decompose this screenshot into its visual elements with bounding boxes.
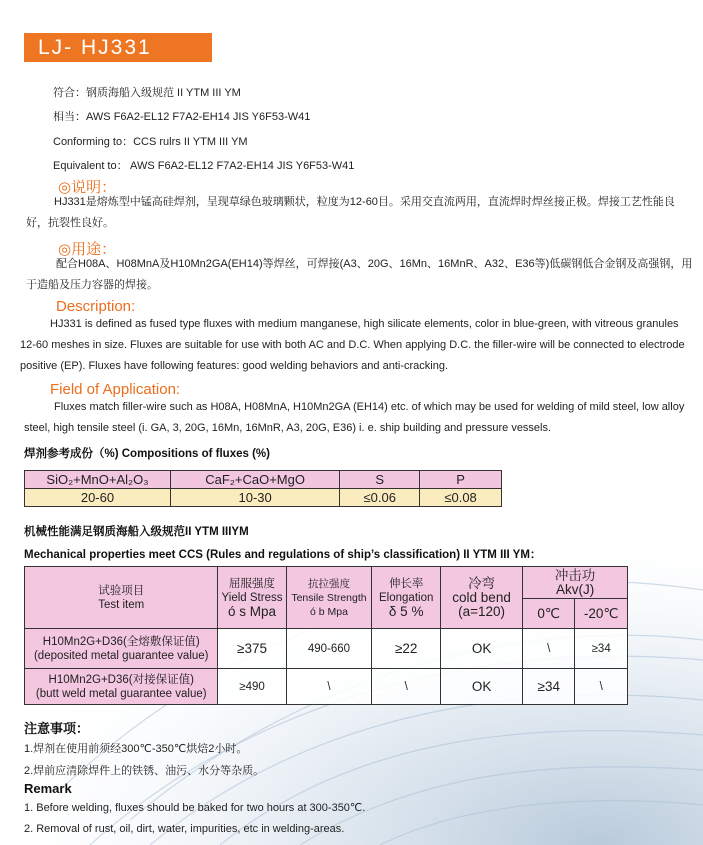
composition-table [24,470,502,507]
standard-conform-en: Conforming to：CCS rulrs II YTM III YM [53,136,248,148]
impact-0c-header: 0℃ [523,599,575,629]
row-name-cn: H10Mn2G+D36(全熔敷保证值) [42,635,200,648]
description-cn-text: HJ331是熔炼型中锰高硅焊剂，呈现草绿色玻璃颗状，粒度为12-60目。采用交直流两用，直流焊时焊丝接正极。焊接工艺性能良好，抗裂性良好。 [26,196,675,229]
row-impact-minus20c: \ [575,669,628,705]
yield-header-unit: ó s Mpa [228,603,277,619]
row-impact-0c: \ [523,629,575,669]
impact-minus20c-header: -20℃ [575,599,628,629]
description-cn-heading: ◎说明： [58,179,117,196]
usage-cn-heading: ◎用途： [58,241,117,258]
remark-item: 2. Removal of rust, oil, dirt, water, impurities, etc in welding-areas. [24,823,345,835]
composition-value-cell: ≤0.08 [420,489,502,507]
tensile-strength-header [286,567,372,629]
bend-header-en: cold bend [452,589,511,605]
row-elongation: ≥22 [372,629,441,669]
description-en-text: HJ331 is defined as fused type fluxes with medium manganese, high silicate elements, color in blue-green, with vitreous granules 12-60 meshes in size. Fluxes are suitable for use with both AC and D.C. When applying D.C. the filler-wire will be connected to electrode positive (EP). Fluxes have following features: good welding behaviors and anti-cracking. [20,318,685,372]
composition-header-cell: P [420,471,502,489]
mechanical-properties-table [24,566,628,705]
row-cold-bend: OK [441,629,523,669]
composition-value-cell: 20-60 [25,489,171,507]
row-name-cn: H10Mn2G+D36(对接保证值) [48,673,194,686]
composition-header-cell: SiO₂+MnO+Al₂O₃ [25,471,171,489]
elongation-header [372,567,441,629]
row-yield: ≥490 [218,669,286,705]
row-elongation: \ [372,669,441,705]
mechanical-heading-en: Mechanical properties meet CCS (Rules and regulations of ship’s classification) II YTM III YM： [24,549,542,561]
field-of-application-heading: Field of Application: [50,381,181,398]
row-cold-bend: OK [441,669,523,705]
composition-value-cell: ≤0.06 [340,489,420,507]
field-of-application-text: Fluxes match filler-wire such as H08A, H08MnA, H10Mn2GA (EH14) etc. of which may be used for welding of mild steel, low alloy steel, high tensile steel (i. GA, 3, 20G, 16Mn, 16MnR, A3, 20G, E36) i. e. ship building and pressure vessels. [24,401,685,434]
row-test-item [25,669,218,705]
standard-equivalent-cn: 相当：AWS F6A2-EL12 F7A2-EH14 JIS Y6F53-W41 [53,111,311,123]
composition-value-cell: 10-30 [170,489,339,507]
remark-heading: Remark [24,781,72,796]
bend-header-unit: (a=120) [458,603,506,619]
remark-item: 1. Before welding, fluxes should be baked for two hours at 300-350℃. [24,802,366,814]
usage-cn-text: 配合H08A、H08MnA及H10Mn2GA(EH14)等焊丝，可焊接(A3、20G、16Mn、16MnR、A32、E36等)低碳钢低合金钢及高强钢，用于造船及压力容器的焊接。 [26,258,693,291]
product-title: LJ- HJ331 [24,33,212,62]
composition-header-cell: S [340,471,420,489]
description-en-heading: Description: [56,298,136,315]
composition-heading: 焊剂参考成份（%) Compositions of fluxes (%) [24,448,270,460]
composition-header-row [25,471,502,489]
yield-header-cn: 屈服强度 [229,577,276,590]
elong-header-en: Elongation [379,591,434,604]
yield-stress-header [218,567,286,629]
elong-header-unit: δ 5 % [388,603,424,619]
composition-header-cell: CaF₂+CaO+MgO [170,471,339,489]
row-tensile: \ [286,669,372,705]
elong-header-cn: 伸长率 [388,577,424,590]
test-item-header-en: Test item [98,598,145,611]
standard-conform-cn: 符合：钢质海船入级规范 II YTM III YM [53,87,241,99]
row-tensile: 490-660 [286,629,372,669]
cold-bend-header [441,567,523,629]
tensile-header-cn: 抗拉强度 [307,577,350,590]
bend-header-cn: 冷弯 [468,575,496,591]
tensile-header-en: Tensile Strength [291,591,367,604]
test-item-header-cn: 试验项目 [98,584,145,597]
tensile-header-unit: ó b Mpa [309,605,348,618]
row-impact-minus20c: ≥34 [575,629,628,669]
row-name-en: (deposited metal guarantee value) [33,649,209,662]
test-item-header [25,567,218,629]
row-name-en: (butt weld metal guarantee value) [35,687,207,700]
impact-header [523,567,628,599]
row-yield: ≥375 [218,629,286,669]
row-impact-0c: ≥34 [523,669,575,705]
mechanical-heading-cn: 机械性能满足钢质海船入级规范II YTM IIIYM [24,526,249,538]
notes-cn-item: 2.焊前应清除焊件上的铁锈、油污、水分等杂质。 [24,765,265,777]
impact-header-en: Akv(J) [555,581,595,597]
notes-cn-heading: 注意事项： [24,721,90,736]
standard-equivalent-en: Equivalent to： AWS F6A2-EL12 F7A2-EH14 JIS Y6F53-W41 [53,160,355,172]
composition-value-row [25,489,502,507]
table-row [25,669,628,705]
table-row [25,629,628,669]
impact-header-cn: 冲击功 [554,567,596,583]
notes-cn-item: 1.焊剂在使用前须经300℃-350℃烘焙2小时。 [24,743,248,755]
yield-header-en: Yield Stress [221,591,283,604]
row-test-item [25,629,218,669]
